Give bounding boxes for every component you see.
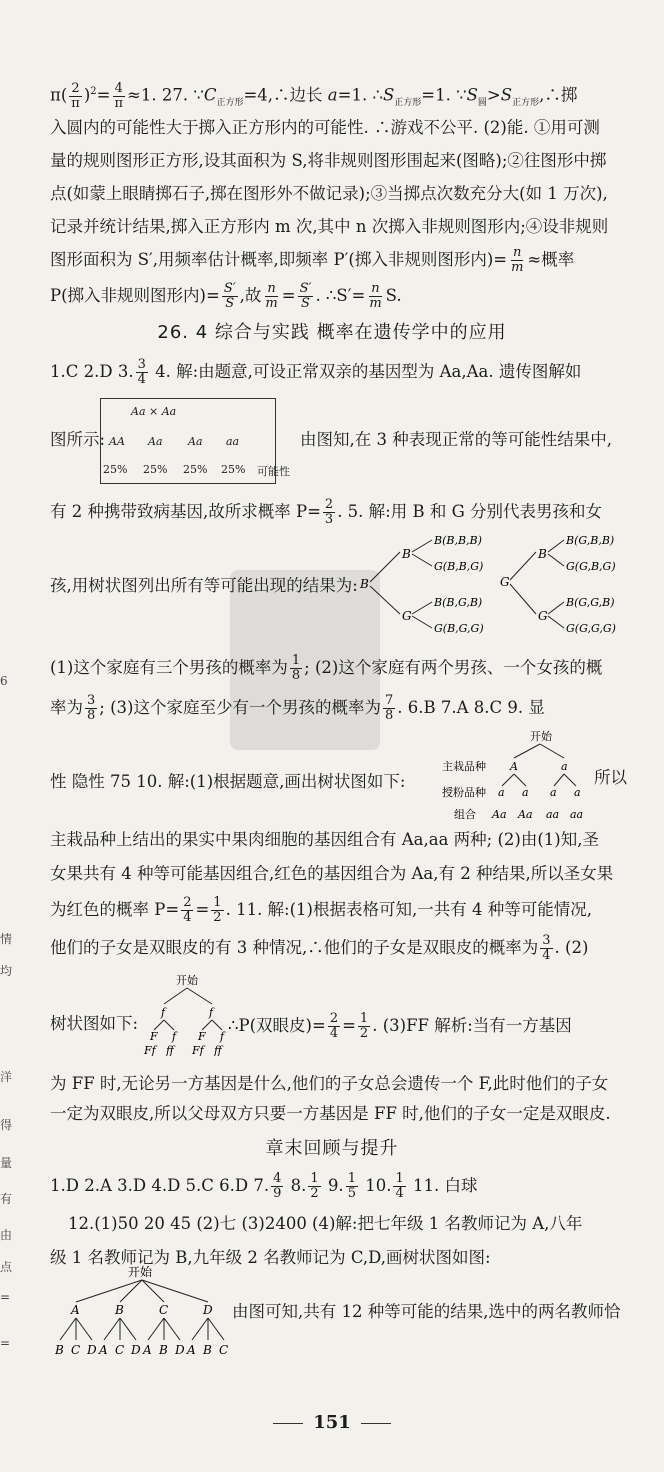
fraction: $\frac{1}{4}$ [395, 1171, 404, 1201]
text-line: 量的规则图形正方形,设其面积为 S,将非规则图形围起来(图略);②往图形中掷 [50, 151, 607, 170]
fraction: $\frac{2}{4}$ [183, 895, 192, 925]
tree-node: C [159, 1303, 169, 1317]
fraction: $\frac{4}{\pi}$ [114, 80, 124, 111]
tree-node: B [538, 547, 547, 561]
tree-branch [76, 1280, 142, 1302]
section-heading: 26. 4 综合与实践 概率在遗传学中的应用 [157, 322, 507, 343]
margin-mark: = [0, 1336, 11, 1350]
genetics-diagram-box [100, 398, 290, 484]
tree-node: D [131, 1343, 141, 1357]
text-line: 图形面积为 S′,用频率估计概率,即频率 P′(掷入非规则图形内)= $\frac{n}{m}$ ≈概率 [50, 245, 575, 275]
margin-mark: 洋 [0, 1070, 13, 1084]
tree-branch [154, 1020, 164, 1030]
tree-branch [502, 774, 514, 786]
tree-branch [548, 602, 564, 614]
genotype: Aa [148, 435, 163, 448]
fraction: $\frac{S'}{S}$ [223, 281, 236, 311]
tree-branch [192, 1318, 208, 1340]
fraction: $\frac{3}{4}$ [137, 357, 146, 387]
tree-branch [60, 1318, 76, 1340]
tree-node: G [538, 609, 548, 623]
tree-leaf: G(G,B,G) [566, 560, 616, 573]
tree-leaf: B(B,B,B) [434, 534, 482, 547]
tree-node: A [143, 1343, 152, 1357]
margin-mark: 得 [0, 1118, 13, 1132]
tree-branch [564, 774, 576, 786]
text-line: π( $\frac{2}{\pi}$ )$^2$= $\frac{4}{\pi}$ ≈1. 27. $\because C_{正方形}=4,\therefore$边长 a=1. $\therefore S_{正方形}=1$. $\because S_圆>S_{正方形},\therefore$掷 [50, 80, 578, 111]
text-line: 级 1 名教师记为 B,九年级 2 名教师记为 C,D,画树状图如图: [50, 1248, 491, 1267]
margin-mark: 有 [0, 1192, 13, 1206]
margin-mark: 点 [0, 1260, 13, 1274]
tree-branch [104, 1318, 120, 1340]
text-line: 1.C 2.D 3. $\frac{3}{4}$ 4. 解:由题意,可设正常双亲的基因型为 Aa,Aa. 遗传图解如 [50, 357, 582, 387]
tree-branch [514, 744, 540, 758]
text-line: (1)这个家庭有三个男孩的概率为 $\frac{1}{8}$ ; (2)这个家庭有两个男孩、一个女孩的概 [50, 653, 603, 683]
fraction: $\frac{1}{5}$ [347, 1171, 356, 1201]
percent: 25% [183, 463, 208, 476]
tree-branch [412, 616, 432, 628]
possibility-label: 可能性 [257, 465, 290, 478]
tree-node: a [522, 786, 529, 799]
tree-node: B [159, 1343, 168, 1357]
tree-branch [142, 1280, 208, 1302]
text-line: 所以 [594, 768, 627, 787]
tree-node: F [198, 1030, 206, 1043]
tree-branch [412, 540, 432, 552]
text-line: 有 2 种携带致病基因,故所求概率 P= $\frac{2}{3}$ . 5. 解:用 B 和 G 分别代表男孩和女 [50, 497, 603, 527]
tree-branch [548, 616, 564, 628]
percent: 25% [103, 463, 128, 476]
text-line: 他们的子女是双眼皮的有 3 种情况,∴他们的子女是双眼皮的概率为 $\frac{3}{4}$ . (2) [50, 933, 589, 963]
tree-leaf: G(B,G,G) [434, 622, 484, 635]
tree-branch [120, 1318, 136, 1340]
text-line: 点(如蒙上眼睛掷石子,掷在图形外不做记录);③当掷点次数充分大(如 1 万次), [50, 184, 608, 203]
tree-branch [370, 552, 400, 582]
fraction: $\frac{3}{8}$ [87, 693, 96, 723]
fraction: $\frac{2}{\pi}$ [71, 80, 80, 111]
text-line: 树状图如下: [50, 1014, 139, 1033]
page-number: 151 [0, 1412, 664, 1433]
tree-node: ff [166, 1044, 174, 1056]
tree-branch [514, 774, 526, 786]
tree-leaf: B(B,G,B) [434, 596, 483, 609]
tree-branch [370, 586, 400, 614]
tree-leaf: B(G,B,B) [566, 534, 615, 547]
text-line: 性 隐性 75 10. 解:(1)根据题意,画出树状图如下: [50, 772, 406, 791]
fraction: $\frac{1}{2}$ [310, 1171, 319, 1201]
text-line: 1.D 2.A 3.D 4.D 5.C 6.D 7. $\frac{4}{9}$ 8. $\frac{1}{2}$ 9. $\frac{1}{5}$ 10. $\frac{1}{4}$ 11. 白球 [50, 1171, 478, 1201]
row-label: 组合 [454, 808, 476, 821]
tree-node: A [71, 1303, 80, 1317]
tree-branch [212, 1020, 222, 1030]
teacher-tree-diagram [50, 1262, 240, 1362]
tree-node: ff [214, 1044, 222, 1056]
parents-label: Aa × Aa [131, 405, 177, 418]
plant-tree-diagram [442, 726, 592, 822]
fraction: $\frac{3}{4}$ [542, 933, 551, 963]
tree-node: aa [570, 808, 584, 821]
tree-leaf: B(G,G,B) [566, 596, 615, 609]
tree-node: C [71, 1343, 81, 1357]
tree-branch [148, 1318, 164, 1340]
fraction: $\frac{2}{3}$ [324, 497, 334, 527]
tree-node: B [402, 547, 411, 561]
text-line: 为 FF 时,无论另一方基因是什么,他们的子女总会遗传一个 F,此时他们的子女 [50, 1074, 609, 1093]
text-line: 为红色的概率 P= $\frac{2}{4}$ = $\frac{1}{2}$ . 11. 解:(1)根据表格可知,一共有 4 种等可能情况, [50, 895, 592, 925]
tree-branch [412, 554, 432, 566]
margin-mark: 6 [0, 674, 8, 688]
tree-start-label: 开始 [530, 730, 552, 743]
text-line: 主栽品种上结出的果实中果肉细胞的基因组合有 Aa,aa 两种; (2)由(1)知,圣 [50, 830, 599, 849]
genotype: aa [226, 435, 240, 448]
row-label: 授粉品种 [442, 786, 486, 799]
tree-start-label: 开始 [128, 1265, 153, 1279]
tree-node: A [510, 760, 518, 773]
section-heading: 章末回顾与提升 [265, 1138, 399, 1159]
tree-branch [208, 1318, 224, 1340]
tree-leaf: G(G,G,G) [566, 622, 616, 635]
tree-node: C [219, 1343, 229, 1357]
tree-node: Aa [518, 808, 533, 821]
tree-node: Ff [144, 1044, 156, 1056]
tree-branch [187, 988, 212, 1004]
tree-node: G [402, 609, 412, 623]
margin-mark: 情 [0, 932, 13, 946]
tree-leaf: G(B,B,G) [434, 560, 484, 573]
eyelid-tree-diagram [140, 972, 236, 1056]
tree-node: B [360, 577, 369, 591]
tree-node: A [187, 1343, 196, 1357]
fraction: $\frac{1}{8}$ [291, 653, 301, 683]
tree-node: D [203, 1303, 213, 1317]
tree-branch [164, 988, 187, 1004]
text-line: ∴P(双眼皮)= $\frac{2}{4}$ = $\frac{1}{2}$ . (3)FF 解析:当有一方基因 [228, 1011, 572, 1041]
tree-node: Aa [492, 808, 507, 821]
percent: 25% [221, 463, 246, 476]
tree-node: f [161, 1006, 166, 1019]
tree-node: a [550, 786, 557, 799]
tree-branch [202, 1020, 212, 1030]
tree-node: C [115, 1343, 125, 1357]
tree-node: a [498, 786, 505, 799]
tree-branch [554, 774, 564, 786]
tree-start-label: 开始 [176, 974, 198, 987]
fraction: $\frac{n}{m}$ [511, 245, 524, 275]
tree-branch [510, 584, 536, 614]
margin-mark: 量 [0, 1156, 13, 1170]
tree-node: A [99, 1343, 108, 1357]
fraction: $\frac{1}{2}$ [359, 1011, 369, 1041]
tree-node: aa [546, 808, 560, 821]
text-line: 由图知,在 3 种表现正常的等可能性结果中, [300, 430, 612, 449]
tree-node: f [220, 1030, 225, 1043]
tree-node: B [55, 1343, 64, 1357]
text-line: 记录并统计结果,掷入正方形内 m 次,其中 n 次掷入非规则图形内;④设非规则 [50, 217, 609, 236]
fraction: $\frac{7}{8}$ [384, 693, 394, 723]
tree-branch [548, 540, 564, 552]
percent: 25% [143, 463, 168, 476]
text-line: 率为 $\frac{3}{8}$ ; (3)这个家庭至少有一个男孩的概率为 $\frac{7}{8}$ . 6.B 7.A 8.C 9. 显 [50, 693, 545, 723]
tree-branch [412, 602, 432, 614]
genotype: AA [109, 435, 125, 448]
tree-branch [76, 1318, 92, 1340]
tree-branch [164, 1020, 174, 1030]
tree-node: D [175, 1343, 185, 1357]
tree-node: Ff [192, 1044, 204, 1056]
text-line: 图所示: [50, 430, 106, 449]
fraction: $\frac{2}{4}$ [329, 1011, 339, 1041]
tree-branch [164, 1318, 180, 1340]
text-line: 12.(1)50 20 45 (2)七 (3)2400 (4)解:把七年级 1 名教师记为 A,八年 [68, 1214, 583, 1233]
fraction: $\frac{n}{m}$ [265, 281, 278, 311]
tree-branch [540, 744, 564, 758]
tree-node: D [87, 1343, 97, 1357]
fraction: $\frac{4}{9}$ [273, 1171, 282, 1201]
tree-node: G [500, 575, 510, 589]
tree-node: B [203, 1343, 212, 1357]
margin-mark: 由 [0, 1228, 13, 1242]
text-line: 女果共有 4 种等可能基因组合,红色的基因组合为 Aa,有 2 种结果,所以圣女果 [50, 864, 614, 883]
tree-node: f [209, 1006, 214, 1019]
text-line: 一定为双眼皮,所以父母双方只要一方基因是 FF 时,他们的子女一定是双眼皮. [50, 1104, 611, 1123]
fraction: $\frac{S'}{S}$ [299, 281, 312, 311]
row-label: 主栽品种 [442, 760, 486, 773]
text-line: P(掷入非规则图形内)= $\frac{S'}{S}$ ,故 $\frac{n}{m}$ = $\frac{S'}{S}$ . ∴S′= $\frac{n}{m}$ S. [50, 281, 402, 311]
genotype: Aa [188, 435, 203, 448]
tree-node: f [172, 1030, 177, 1043]
tree-node: F [150, 1030, 158, 1043]
margin-mark: = [0, 1290, 11, 1304]
text-line: 入圆内的可能性大于掷入正方形内的可能性. ∴游戏不公平. (2)能. ①用可测 [50, 118, 600, 137]
fraction: $\frac{n}{m}$ [369, 281, 382, 311]
tree-branch [510, 552, 536, 580]
boy-girl-tree-diagram [360, 528, 630, 638]
tree-node: B [115, 1303, 124, 1317]
text-line: 由图可知,共有 12 种等可能的结果,选中的两名教师恰 [232, 1302, 621, 1321]
fraction: $\frac{1}{2}$ [213, 895, 222, 925]
tree-node: a [574, 786, 581, 799]
tree-branch [548, 554, 564, 566]
margin-mark: 均 [0, 964, 13, 978]
tree-node: a [561, 760, 568, 773]
text-line: 孩,用树状图列出所有等可能出现的结果为: [50, 576, 358, 595]
